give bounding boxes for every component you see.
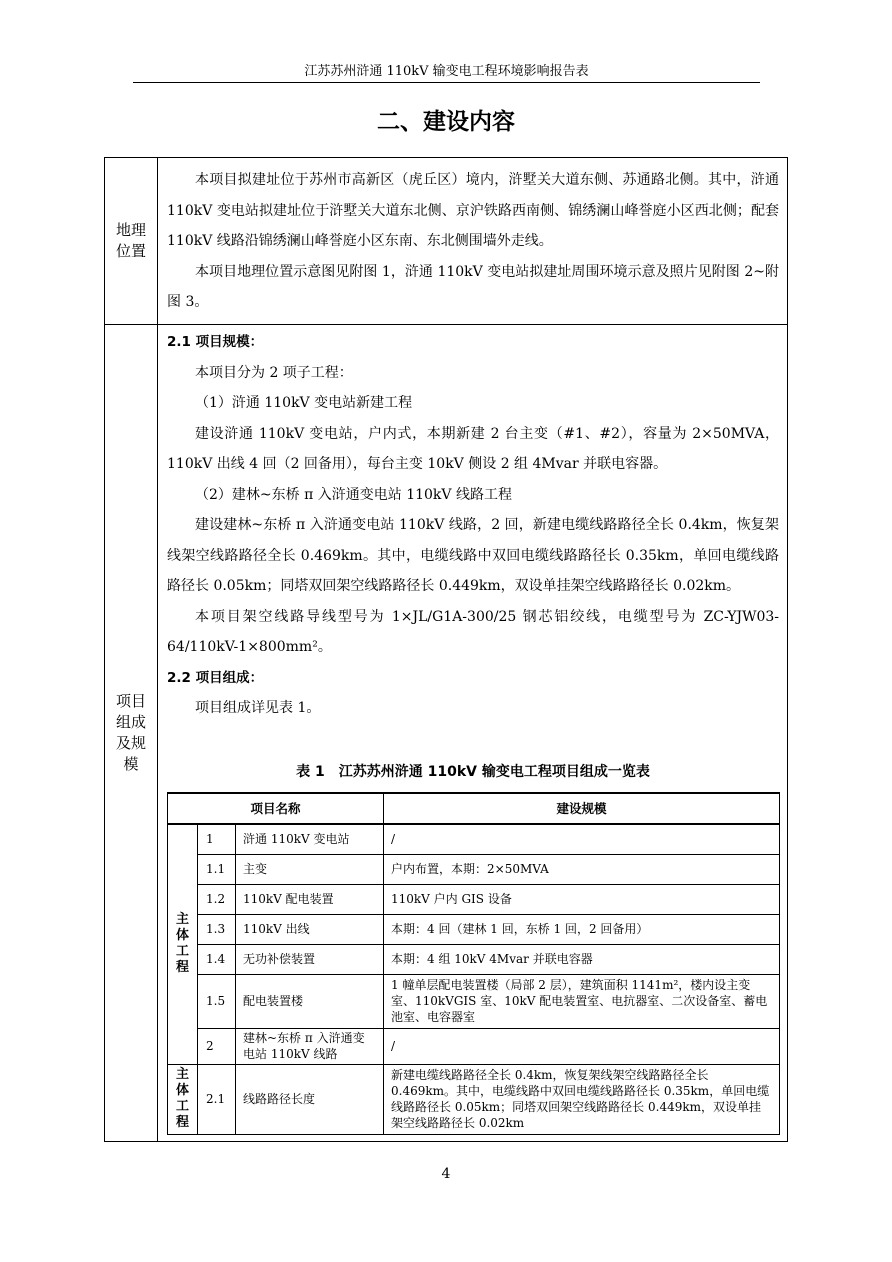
header-project-name: 项目名称 [168, 793, 384, 824]
section-title: 二、建设内容 [377, 109, 515, 135]
row-scale: 本期：4 回（建林 1 回，东桥 1 回，2 回备用） [384, 914, 780, 944]
row-name: 建林~东桥 π 入浒通变电站 110kV 线路 [236, 1028, 384, 1064]
table-row [168, 854, 780, 884]
subproject-1-body: 建设浒通 110kV 变电站，户内式，本期新建 2 台主变（#1、#2），容量为 2×50MVA，110kV 出线 4 回（2 回备用），每台主变 10kV 侧设 2 组 4Mvar 并联电容器。 [167, 425, 779, 472]
table-row [168, 884, 780, 914]
subproject-1-title: （1）浒通 110kV 变电站新建工程 [195, 395, 413, 411]
row-scale: / [384, 1028, 780, 1064]
table-header-row [168, 793, 780, 824]
subproject-2-body: 建设建林~东桥 π 入浒通变电站 110kV 线路，2 回，新建电缆线路路径全长 0.4km，恢复架线架空线路路径全长 0.469km。其中，电缆线路中双回电缆线路路径长 0.35km，单回电缆线路路径长 0.05km；同塔双回架空线路路径长 0.449km，双设单挂架空线路路径长 0.02km。 [167, 517, 779, 594]
row-number: 1.1 [198, 854, 236, 884]
group-label: 主体工程 [175, 1067, 189, 1130]
row-name: 主变 [236, 854, 384, 884]
row-name: 110kV 出线 [236, 914, 384, 944]
scope-label: 项目组成及规模 [115, 692, 146, 773]
group-cell-main-works [168, 824, 198, 1064]
header-construction-scale: 建设规模 [384, 793, 780, 824]
geo-label: 地理位置 [115, 221, 146, 260]
row-number: 1.3 [198, 914, 236, 944]
row-scale: / [384, 824, 780, 854]
row-number: 1.5 [198, 974, 236, 1028]
table-row [168, 944, 780, 974]
geo-label-cell [105, 158, 158, 324]
section-2-1-title: 2.1 项目规模： [167, 334, 264, 350]
group-label: 主体工程 [175, 912, 189, 976]
row-scale: 本期：4 组 10kV 4Mvar 并联电容器 [384, 944, 780, 974]
table-row [168, 974, 780, 1028]
table-row [168, 1028, 780, 1064]
row-scale: 户内布置，本期：2×50MVA [384, 854, 780, 884]
row-name: 线路路径长度 [236, 1064, 384, 1134]
composition-table [167, 792, 780, 1135]
geo-content [167, 165, 779, 318]
conductor-paragraph: 本项目架空线路导线型号为 1×JL/G1A-300/25 钢芯铝绞线，电缆型号为 ZC-YJW03-64/110kV-1×800mm²。 [167, 608, 779, 655]
subproject-2-title: （2）建林~东桥 π 入浒通变电站 110kV 线路工程 [195, 486, 512, 503]
row-scale: 新建电缆线路路径全长 0.4km，恢复架线架空线路路径全长 0.469km。其中，电缆线路中双回电缆线路路径长 0.35km，单回电缆线路路径长 0.05km；同塔双回架空线路路径长 0.449km，双设单挂架空线路路径长 0.02km [384, 1064, 780, 1134]
row-scale: 1 幢单层配电装置楼（局部 2 层），建筑面积 1141m²，楼内设主变室、110kVGIS 室、10kV 配电装置室、电抗器室、二次设备室、蓄电池室、电容器室 [384, 974, 780, 1028]
table-row [168, 824, 780, 854]
geo-paragraph-1: 本项目拟建址位于苏州市高新区（虎丘区）境内，浒墅关大道东侧、苏通路北侧。其中，浒通 110kV 变电站拟建址位于浒墅关大道东北侧、京沪铁路西南侧、锦绣澜山峰誉庭小区西北侧；配套 110kV 线路沿锦绣澜山峰誉庭小区东南、东北侧围墙外走线。 [167, 172, 779, 249]
row-separator [105, 324, 787, 325]
section-2-2-title: 2.2 项目组成： [167, 669, 264, 686]
row-number: 1.4 [198, 944, 236, 974]
scope-label-cell [105, 325, 158, 1141]
section-2-2-intro: 项目组成详见表 1。 [195, 700, 321, 716]
row-name: 浒通 110kV 变电站 [236, 824, 384, 854]
scope-content [167, 327, 779, 724]
row-number: 2.1 [198, 1064, 236, 1134]
section-2-1-intro: 本项目分为 2 项子工程： [195, 364, 353, 381]
page-header: 江苏苏州浒通 110kV 输变电工程环境影响报告表 [133, 62, 760, 83]
row-name: 110kV 配电装置 [236, 884, 384, 914]
group-cell-main-works-2 [168, 1064, 198, 1134]
content-frame [104, 157, 788, 1142]
row-scale: 110kV 户内 GIS 设备 [384, 884, 780, 914]
table-title: 表 1 江苏苏州浒通 110kV 输变电工程项目组成一览表 [296, 764, 650, 780]
row-number: 2 [198, 1028, 236, 1064]
row-number: 1 [198, 824, 236, 854]
page-number: 4 [441, 1166, 451, 1182]
row-number: 1.2 [198, 884, 236, 914]
geo-paragraph-2: 本项目地理位置示意图见附图 1，浒通 110kV 变电站拟建址周围环境示意及照片见附图 2~附图 3。 [167, 263, 779, 310]
table-row [168, 914, 780, 944]
table-row [168, 1064, 780, 1134]
row-name: 配电装置楼 [236, 974, 384, 1028]
row-name: 无功补偿装置 [236, 944, 384, 974]
